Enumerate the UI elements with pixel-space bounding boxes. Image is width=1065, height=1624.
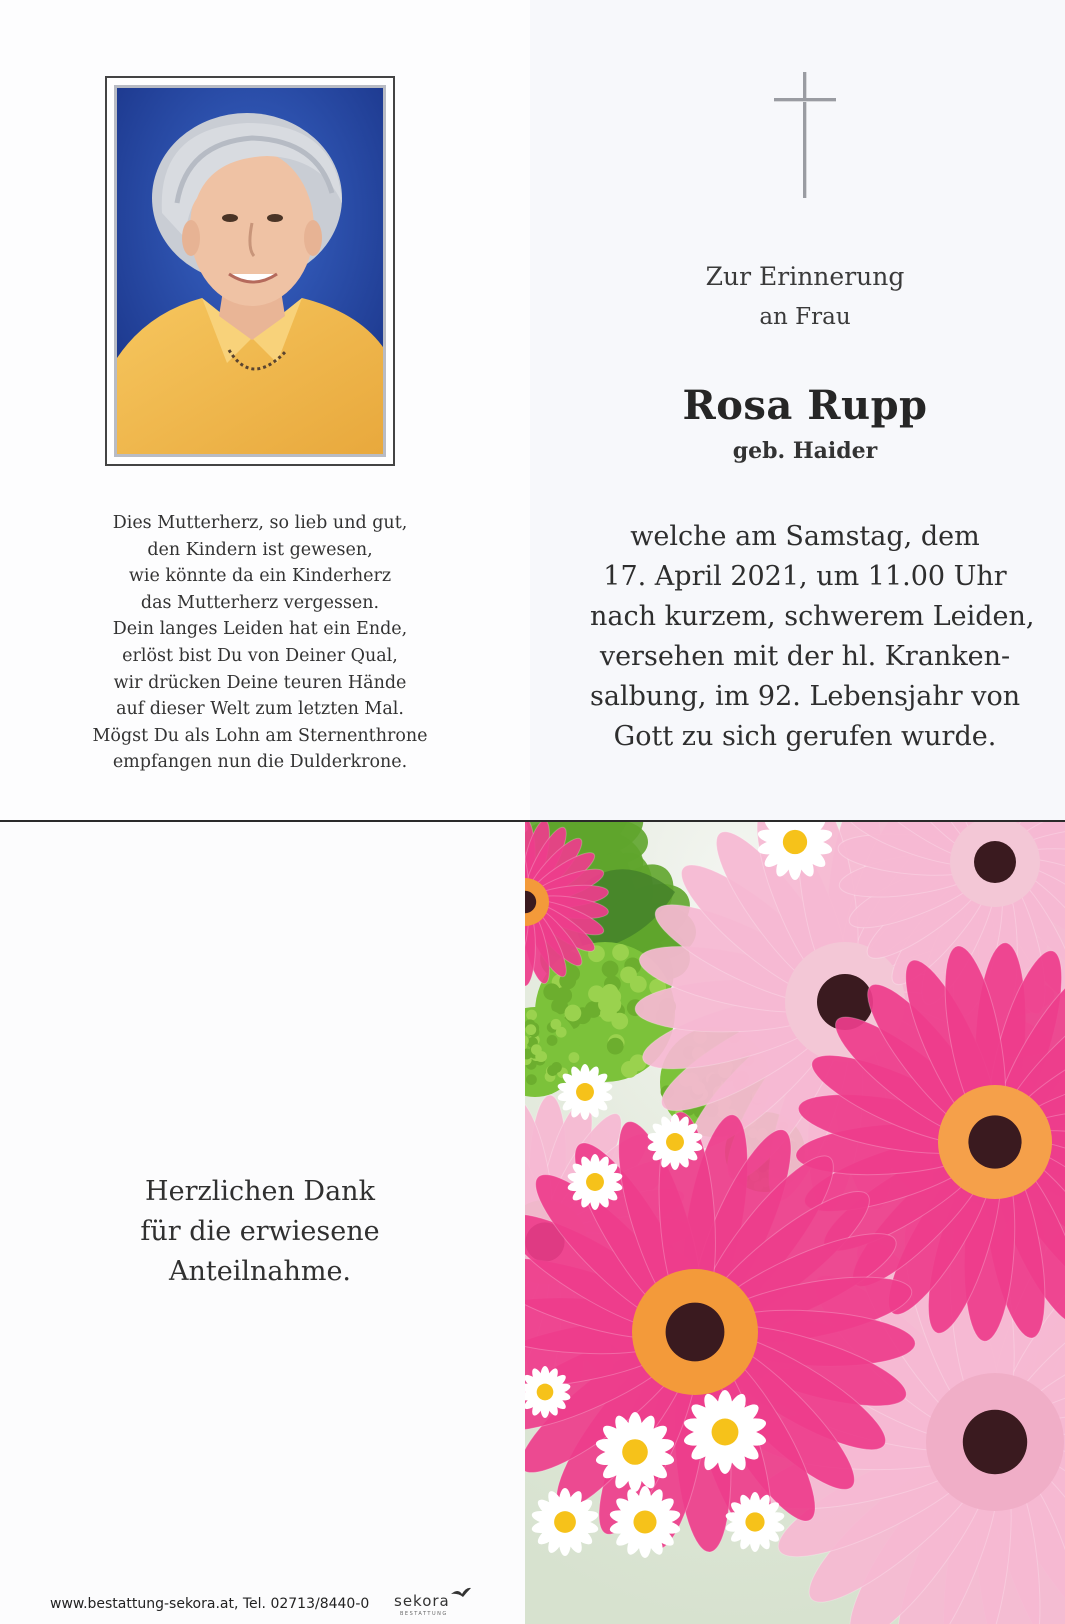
portrait-photo xyxy=(114,85,386,457)
portrait-frame xyxy=(105,76,395,466)
thanks-message xyxy=(80,1172,440,1292)
poem-line: wir drücken Deine teuren Hände xyxy=(113,672,407,693)
thanks-line: Anteilnahme. xyxy=(168,1256,352,1287)
notice-line: nach kurzem, schwerem Leiden, xyxy=(590,601,1035,632)
thanks-line: Herzlichen Dank xyxy=(145,1176,375,1207)
poem-line: Mögst Du als Lohn am Sternenthrone xyxy=(92,725,428,746)
memorial-poem xyxy=(60,510,460,776)
cross-icon xyxy=(770,70,840,200)
poem-line: empfangen nun die Dulderkrone. xyxy=(112,752,408,773)
funeral-home-logo: sekora xyxy=(394,1592,450,1610)
flower-photo xyxy=(525,822,1065,1624)
poem-line: erlöst bist Du von Deiner Qual, xyxy=(122,645,398,666)
notice-line: Gott zu sich gerufen wurde. xyxy=(613,721,997,752)
poem-line: das Mutterherz vergessen. xyxy=(140,592,380,613)
thanks-line: für die erwiesene xyxy=(140,1216,380,1247)
notice-line: welche am Samstag, dem xyxy=(630,521,980,552)
notice-line: versehen mit der hl. Kranken- xyxy=(599,641,1011,672)
poem-line: wie könnte da ein Kinderherz xyxy=(128,566,392,587)
birth-name: geb. Haider xyxy=(732,438,878,464)
poem-line: auf dieser Welt zum letzten Mal. xyxy=(116,699,404,720)
intro-text: Zur Erinnerung xyxy=(705,262,905,291)
salutation-text: an Frau xyxy=(759,304,851,330)
deceased-name: Rosa Rupp xyxy=(682,382,928,429)
death-notice xyxy=(590,517,1035,757)
notice-line: salbung, im 92. Lebensjahr von xyxy=(590,681,1021,712)
poem-line: Dies Mutterherz, so lieb und gut, xyxy=(112,513,408,533)
bird-logo-icon xyxy=(450,1586,472,1600)
poem-line: den Kindern ist gewesen, xyxy=(147,539,373,560)
gerbera-bouquet-icon xyxy=(525,822,1065,1624)
notice-line: 17. April 2021, um 11.00 Uhr xyxy=(603,561,1007,592)
poem-line: Dein langes Leiden hat ein Ende, xyxy=(112,619,408,640)
funeral-home-contact: www.bestattung-sekora.at, Tel. 02713/8440-0 xyxy=(50,1596,370,1612)
portrait-photo-icon xyxy=(117,88,386,457)
funeral-home-logo-subtitle: BESTATTUNG xyxy=(400,1611,448,1617)
